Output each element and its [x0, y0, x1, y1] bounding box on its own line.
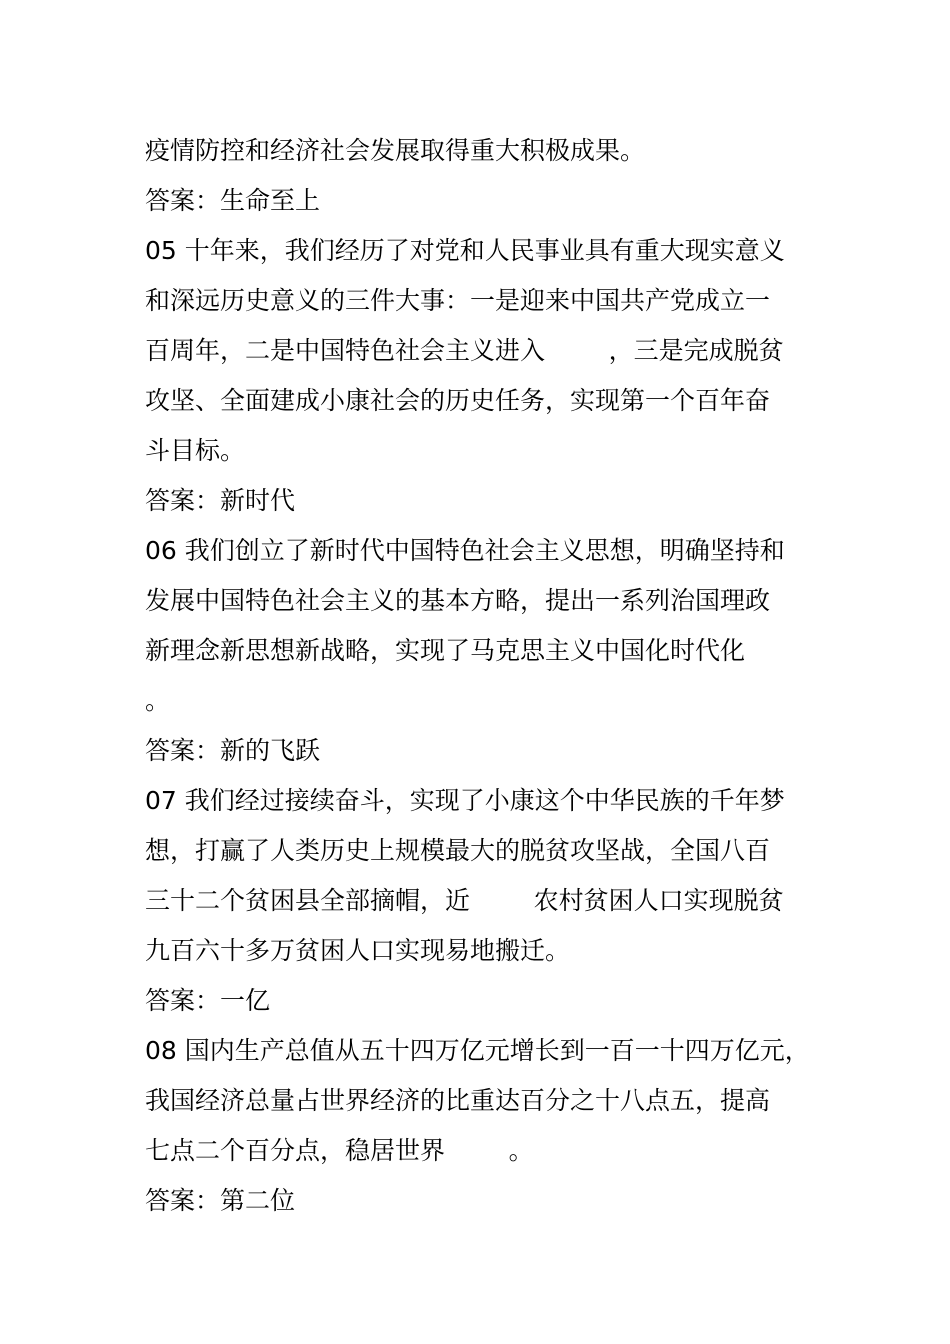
- answer-line: 答案：新的飞跃: [145, 736, 321, 765]
- question-line: 08 国内生产总值从五十四万亿元增长到一百一十四万亿元，: [145, 1036, 810, 1065]
- answer-line: 答案：生命至上: [145, 186, 321, 215]
- body-text-line: 疫情防控和经济社会发展取得重大积极成果。: [145, 136, 646, 165]
- question-line: 斗目标。: [145, 436, 246, 465]
- question-line: 新理念新思想新战略，实现了马克思主义中国化时代化: [145, 636, 746, 665]
- answer-line: 答案：一亿: [145, 986, 271, 1015]
- question-line: 九百六十多万贫困人口实现易地搬迁。: [145, 936, 571, 965]
- question-line: 三十二个贫困县全部摘帽，近 农村贫困人口实现脱贫: [145, 886, 784, 915]
- answer-line: 答案：第二位: [145, 1186, 296, 1215]
- question-line: 百周年，二是中国特色社会主义进入 ，三是完成脱贫: [145, 336, 784, 365]
- question-line: 06 我们创立了新时代中国特色社会主义思想，明确坚持和: [145, 536, 785, 565]
- question-line: 05 十年来，我们经历了对党和人民事业具有重大现实意义: [145, 236, 785, 265]
- question-line: 发展中国特色社会主义的基本方略，提出一系列治国理政: [145, 586, 771, 615]
- question-line: 七点二个百分点，稳居世界 。: [145, 1136, 534, 1165]
- document-body: [145, 126, 845, 1226]
- question-line: 。: [145, 686, 171, 715]
- question-line: 攻坚、全面建成小康社会的历史任务，实现第一个百年奋: [145, 386, 771, 415]
- question-line: 07 我们经过接续奋斗，实现了小康这个中华民族的千年梦: [145, 786, 785, 815]
- answer-line: 答案：新时代: [145, 486, 296, 515]
- question-line: 我国经济总量占世界经济的比重达百分之十八点五，提高: [145, 1086, 771, 1115]
- question-line: 想，打赢了人类历史上规模最大的脱贫攻坚战，全国八百: [145, 836, 771, 865]
- question-line: 和深远历史意义的三件大事：一是迎来中国共产党成立一: [145, 286, 771, 315]
